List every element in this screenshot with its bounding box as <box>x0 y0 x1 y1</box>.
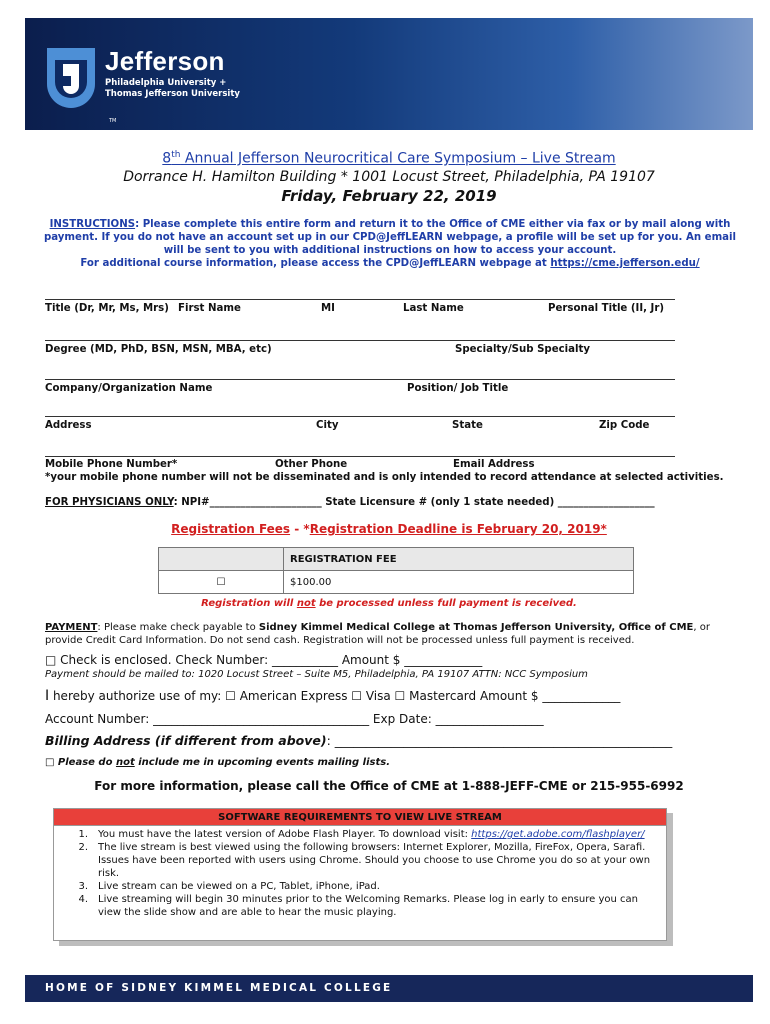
list-item <box>68 828 658 841</box>
list-text <box>98 828 645 841</box>
list-text: Live streaming will begin 30 minutes prior to the Welcoming Remarks. Please log in early to ensure you can view the slide show and are able to hear the music playing. <box>98 894 638 918</box>
trademark: TM <box>109 118 117 124</box>
fee-table-blank-cell <box>159 548 284 571</box>
registration-fee-table <box>158 547 634 594</box>
reg-note-not: not <box>296 598 316 609</box>
no-mail-not: not <box>115 757 135 768</box>
registration-heading <box>25 522 753 536</box>
event-date: Friday, February 22, 2019 <box>281 187 497 205</box>
mobile-note: *your mobile phone number will not be disseminated and is only intended to record attendance at selected activities. <box>45 472 724 483</box>
list-number: 3. <box>78 881 88 892</box>
software-list <box>54 826 666 919</box>
label-specialty: Specialty/Sub Specialty <box>455 344 591 355</box>
billing-line: : ______________________________________________________ <box>326 733 673 748</box>
event-title <box>25 150 753 167</box>
footer-banner <box>25 975 753 1002</box>
payment-text-b: , or provide Credit Card Information. Do not send cash. Registration will not be processed unless full payment is received. <box>45 622 710 646</box>
label-company: Company/Organization Name <box>45 383 213 394</box>
label-personal-title: Personal Title (II, Jr) <box>548 303 665 314</box>
account-row[interactable]: Account Number: ____________________________________ Exp Date: __________________ <box>45 712 544 726</box>
instructions-line2: For additional course information, please access the CPD@JeffLEARN webpage at <box>80 258 551 269</box>
list-text: Live stream can be viewed on a PC, Tablet, iPhone, iPad. <box>98 881 380 892</box>
label-title: Title (Dr, Mr, Ms, Mrs) <box>45 303 169 314</box>
billing-label: Billing Address (if different from above) <box>45 733 327 748</box>
brand-subtitle-1: Philadelphia University + <box>105 78 227 88</box>
label-first-name: First Name <box>178 303 241 314</box>
authorize-row[interactable] <box>45 688 620 704</box>
authorize-initial: I <box>45 688 50 704</box>
phone-field-line[interactable] <box>45 456 675 457</box>
payment-text-a: : Please make check payable to <box>97 622 259 633</box>
list-number: 4. <box>78 894 88 905</box>
software-requirements-box <box>53 808 667 941</box>
list-item <box>68 841 658 880</box>
payment-label: PAYMENT <box>45 622 98 633</box>
registration-checkbox[interactable]: ☐ <box>159 571 284 594</box>
no-mail-b: include me in upcoming events mailing lists. <box>134 757 391 768</box>
jefferson-logo-icon <box>45 46 97 112</box>
authorize-text: hereby authorize use of my: ☐ American Express ☐ Visa ☐ Mastercard Amount $ _____________ <box>49 689 621 703</box>
footer-text: HOME OF SIDNEY KIMMEL MEDICAL COLLEGE <box>45 982 393 994</box>
reg-note-a: Registration will <box>201 598 297 609</box>
list-number: 2. <box>78 842 88 853</box>
reg-note-b: be processed unless full payment is received. <box>315 598 577 609</box>
label-position: Position/ Job Title <box>407 383 509 394</box>
registration-deadline: Registration Deadline is February 20, 2019* <box>309 522 607 536</box>
fee-table-header: REGISTRATION FEE <box>284 548 634 571</box>
no-mailing-checkbox-row[interactable] <box>45 757 390 768</box>
list-text-body: You must have the latest version of Adobe Flash Player. To download visit: <box>98 829 472 840</box>
title-text: Annual Jefferson Neurocritical Care Symposium – Live Stream <box>180 150 616 167</box>
label-mi: MI <box>321 303 335 314</box>
label-zip: Zip Code <box>599 420 650 431</box>
label-other-phone: Other Phone <box>275 459 348 470</box>
mail-address-note: Payment should be mailed to: 1020 Locust Street – Suite M5, Philadelphia, PA 19107 ATTN: NCC Symposium <box>45 669 588 680</box>
label-mobile: Mobile Phone Number* <box>45 459 178 470</box>
label-city: City <box>316 420 339 431</box>
title-ordinal: 8 <box>162 150 172 167</box>
physicians-fields: : NPI#______________________ State Licensure # (only 1 state needed) ___________________ <box>173 497 655 508</box>
instructions-text: : Please complete this entire form and return it to the Office of CME either via fax or by mail along with payment. If you do not have an account set up in our CPD@JeffLEARN webpage, a profile will be set up for you. An email will be sent to you with additional instructions on how to access your account. <box>43 219 737 256</box>
flash-player-link[interactable]: https://get.adobe.com/flashplayer/ <box>471 829 645 840</box>
list-item <box>68 880 658 893</box>
contact-info: For more information, please call the Office of CME at 1-888-JEFF-CME or 215-955-6992 <box>94 779 684 793</box>
label-address: Address <box>45 420 92 431</box>
degree-field-line[interactable] <box>45 340 675 341</box>
title-ordinal-suffix: th <box>171 150 181 160</box>
registration-note <box>25 598 753 609</box>
payment-instructions <box>45 621 735 647</box>
no-mail-a: □ Please do <box>45 757 116 768</box>
list-text: The live stream is best viewed using the following browsers: Internet Explorer, Mozilla, FireFox, Opera, Sarafi. Issues have been reported with users using Chrome. Should you choose to use Chrome you do so at your own risk. <box>98 842 651 879</box>
company-field-line[interactable] <box>45 379 675 380</box>
physicians-label: FOR PHYSICIANS ONLY <box>45 497 174 508</box>
cme-website-link[interactable]: https://cme.jefferson.edu/ <box>550 258 700 269</box>
address-field-line[interactable] <box>45 416 675 417</box>
brand-subtitle-2: Thomas Jefferson University <box>105 89 240 99</box>
label-last-name: Last Name <box>403 303 464 314</box>
registration-fees-label: Registration Fees <box>171 522 291 536</box>
physicians-only-row[interactable] <box>45 497 655 508</box>
label-state: State <box>452 420 483 431</box>
name-field-line[interactable] <box>45 299 675 300</box>
list-number: 1. <box>78 829 88 840</box>
label-degree: Degree (MD, PhD, BSN, MSN, MBA, etc) <box>45 344 272 355</box>
payment-payee: Sidney Kimmel Medical College at Thomas Jefferson University, Office of CME <box>258 622 694 633</box>
software-heading: SOFTWARE REQUIREMENTS TO VIEW LIVE STREAM <box>54 809 666 826</box>
label-email: Email Address <box>453 459 535 470</box>
check-row[interactable]: □ Check is enclosed. Check Number: ___________ Amount $ _____________ <box>45 653 483 667</box>
fee-amount: $100.00 <box>284 571 634 594</box>
brand-name: Jefferson <box>105 46 225 76</box>
billing-address-row[interactable] <box>45 733 672 748</box>
instructions-label: INSTRUCTIONS <box>49 219 136 230</box>
instructions <box>40 218 740 270</box>
event-venue: Dorrance H. Hamilton Building * 1001 Locust Street, Philadelphia, PA 19107 <box>123 169 655 185</box>
list-item <box>68 893 658 919</box>
header-banner <box>25 18 753 130</box>
registration-separator: - * <box>290 522 310 536</box>
